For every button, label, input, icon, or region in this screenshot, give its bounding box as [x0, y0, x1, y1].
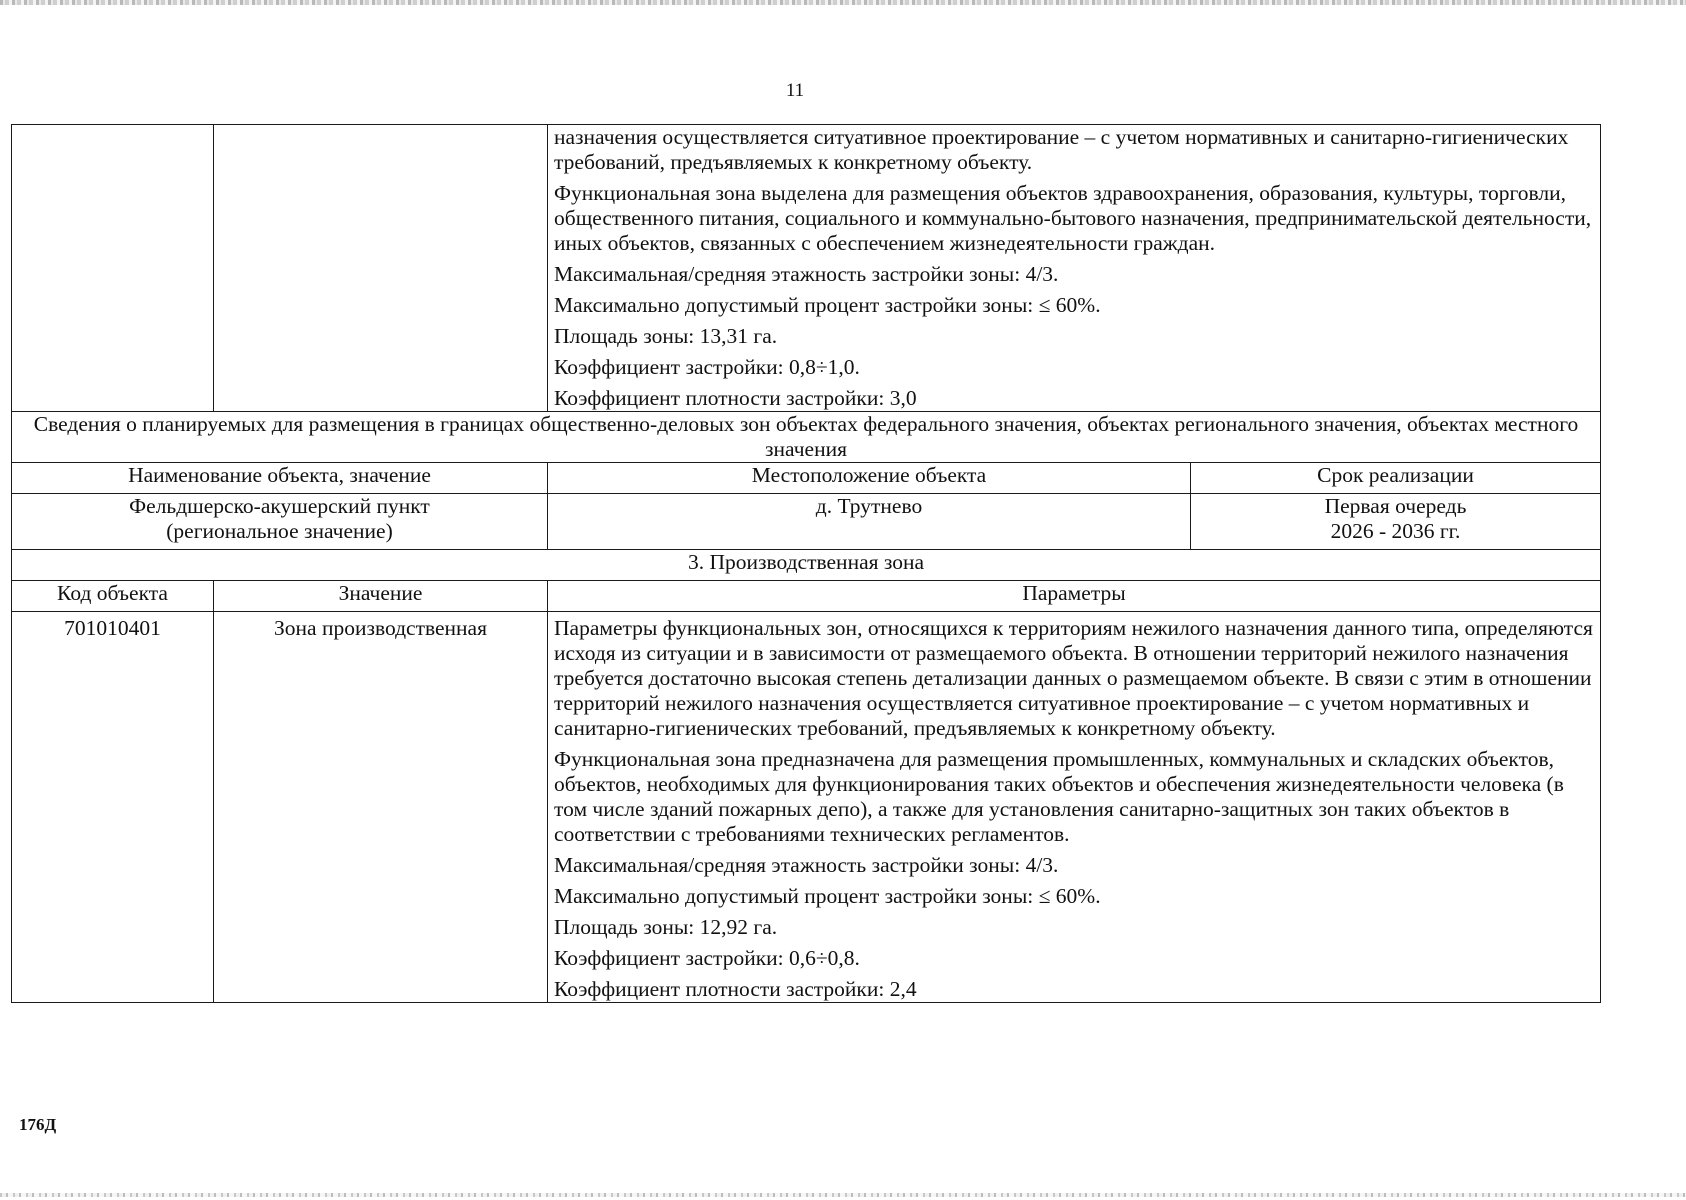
object-significance: (региональное значение)	[166, 519, 393, 543]
column-header-location: Местоположение объекта	[548, 463, 1191, 494]
params-paragraph: Параметры функциональных зон, относящихся к территориям нежилого назначения данного типа, определяются исходя из ситуации и в зависимости от размещаемого объекта. В отношении территорий нежилого назначения требуется достаточно высокая степень детализации данных о размещаемом объекте. В связи с этим в отношении территорий нежилого назначения осуществляется ситуативное проектирование – с учетом нормативных и санитарно-гигиенических требований, предъявляемых к конкретному объекту.	[554, 616, 1593, 740]
object-term-cell	[1191, 494, 1601, 550]
params-paragraph: Функциональная зона выделена для размещения объектов здравоохранения, образования, культуры, торговли, общественного питания, социального и коммунально-бытового назначения, предпринимательской деятельности, иных объектов, связанных с обеспечением жизнедеятельности граждан.	[554, 181, 1592, 255]
zone-value: Зона производственная	[214, 612, 548, 1003]
column-header-object-name: Наименование объекта, значение	[12, 463, 548, 494]
params-cell-continuation	[548, 125, 1601, 412]
params-paragraph: Функциональная зона предназначена для размещения промышленных, коммунальных и складских объектов, объектов, необходимых для функционирования таких объектов и обеспечения жизнедеятельности человека (в том числе зданий пожарных депо), а также для установления санитарно-защитных зон таких объектов в соответствии с требованиями технических регламентов.	[554, 747, 1564, 846]
column-header-value: Значение	[214, 581, 548, 612]
table-row-planned-heading	[12, 412, 1601, 463]
zone-code: 701010401	[12, 612, 214, 1003]
table-row-planned-columns	[12, 463, 1601, 494]
params-paragraph: Максимальная/средняя этажность застройки зоны: 4/3.	[554, 853, 1059, 877]
params-paragraph: Площадь зоны: 12,92 га.	[554, 915, 778, 939]
object-term-years: 2026 - 2036 гг.	[1330, 519, 1461, 543]
document-code: 176Д	[19, 1115, 57, 1134]
params-paragraph: Коэффициент плотности застройки: 3,0	[554, 386, 917, 410]
section-title-production-zone: 3. Производственная зона	[12, 550, 1601, 581]
scan-edge-top	[0, 0, 1686, 5]
page-number: 11	[785, 80, 805, 101]
object-location: д. Трутнево	[548, 494, 1191, 550]
params-paragraph: Коэффициент застройки: 0,8÷1,0.	[554, 355, 860, 379]
params-paragraph: назначения осуществляется ситуативное проектирование – с учетом нормативных и санитарно-гигиенических требований, предъявляемых к конкретному объекту.	[554, 125, 1569, 174]
params-paragraph: Коэффициент застройки: 0,6÷0,8.	[554, 946, 860, 970]
table-row-section-title	[12, 550, 1601, 581]
column-header-params: Параметры	[548, 581, 1601, 612]
column-header-code: Код объекта	[12, 581, 214, 612]
scan-edge-bottom	[0, 1193, 1686, 1197]
params-paragraph: Максимально допустимый процент застройки зоны: ≤ 60%.	[554, 293, 1101, 317]
zones-table	[11, 124, 1601, 1003]
object-term-stage: Первая очередь	[1324, 494, 1467, 518]
table-row-zone-columns	[12, 581, 1601, 612]
code-cell-empty	[12, 125, 214, 412]
object-name: Фельдшерско-акушерский пункт	[129, 494, 430, 518]
value-cell-empty	[214, 125, 548, 412]
params-cell-production	[548, 612, 1601, 1003]
column-header-term: Срок реализации	[1191, 463, 1601, 494]
params-paragraph: Коэффициент плотности застройки: 2,4	[554, 977, 917, 1001]
planned-objects-heading: Сведения о планируемых для размещения в границах общественно-деловых зон объектах федерального значения, объектах регионального значения, объектах местного значения	[12, 412, 1601, 463]
table-row-zone-continuation	[12, 125, 1601, 412]
object-name-cell	[12, 494, 548, 550]
table-row-planned-object	[12, 494, 1601, 550]
params-paragraph: Площадь зоны: 13,31 га.	[554, 324, 778, 348]
table-row-production-zone	[12, 612, 1601, 1003]
params-paragraph: Максимальная/средняя этажность застройки зоны: 4/3.	[554, 262, 1059, 286]
params-paragraph: Максимально допустимый процент застройки зоны: ≤ 60%.	[554, 884, 1101, 908]
